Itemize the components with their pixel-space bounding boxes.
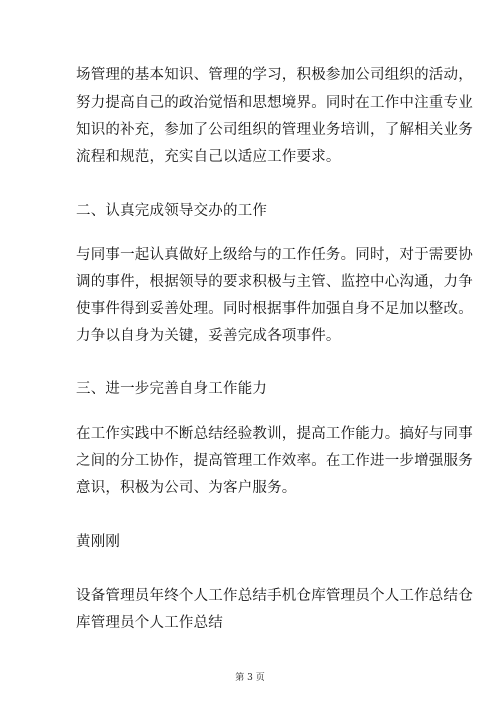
text-line: 库管理员个人工作总结 xyxy=(76,615,223,631)
page-number: 第 3 页 xyxy=(235,673,265,683)
signature-name: 黄刚刚 xyxy=(76,534,121,550)
text-line: 意识，积极为公司、为客户服务。 xyxy=(76,480,297,496)
section-heading-3: 三、进一步完善自身工作能力 xyxy=(76,381,268,397)
text-line: 与同事一起认真做好上级给与的工作任务。同时，对于需要协 xyxy=(76,247,473,263)
text-line: 知识的补充，参加了公司组织的管理业务培训，了解相关业务 xyxy=(76,122,473,138)
text-line: 使事件得到妥善处理。同时根据事件加强自身不足加以整改。 xyxy=(76,301,473,317)
text-line: 努力提高自己的政治觉悟和思想境界。同时在工作中注重专业 xyxy=(76,95,473,111)
text-line: 之间的分工协作，提高管理工作效率。在工作进一步增强服务 xyxy=(76,453,473,469)
text-line: 流程和规范，充实自己以适应工作要求。 xyxy=(76,149,341,165)
text-line: 调的事件，根据领导的要求积极与主管、监控中心沟通，力争 xyxy=(76,274,473,290)
section-heading-2: 二、认真完成领导交办的工作 xyxy=(76,203,268,219)
text-line: 在工作实践中不断总结经验教训，提高工作能力。搞好与同事 xyxy=(76,426,473,442)
text-line: 场管理的基本知识、管理的学习，积极参加公司组织的活动， xyxy=(76,67,473,83)
text-line: 力争以自身为关键，妥善完成各项事件。 xyxy=(76,328,341,344)
text-line: 设备管理员年终个人工作总结手机仓库管理员个人工作总结仓 xyxy=(76,588,473,604)
